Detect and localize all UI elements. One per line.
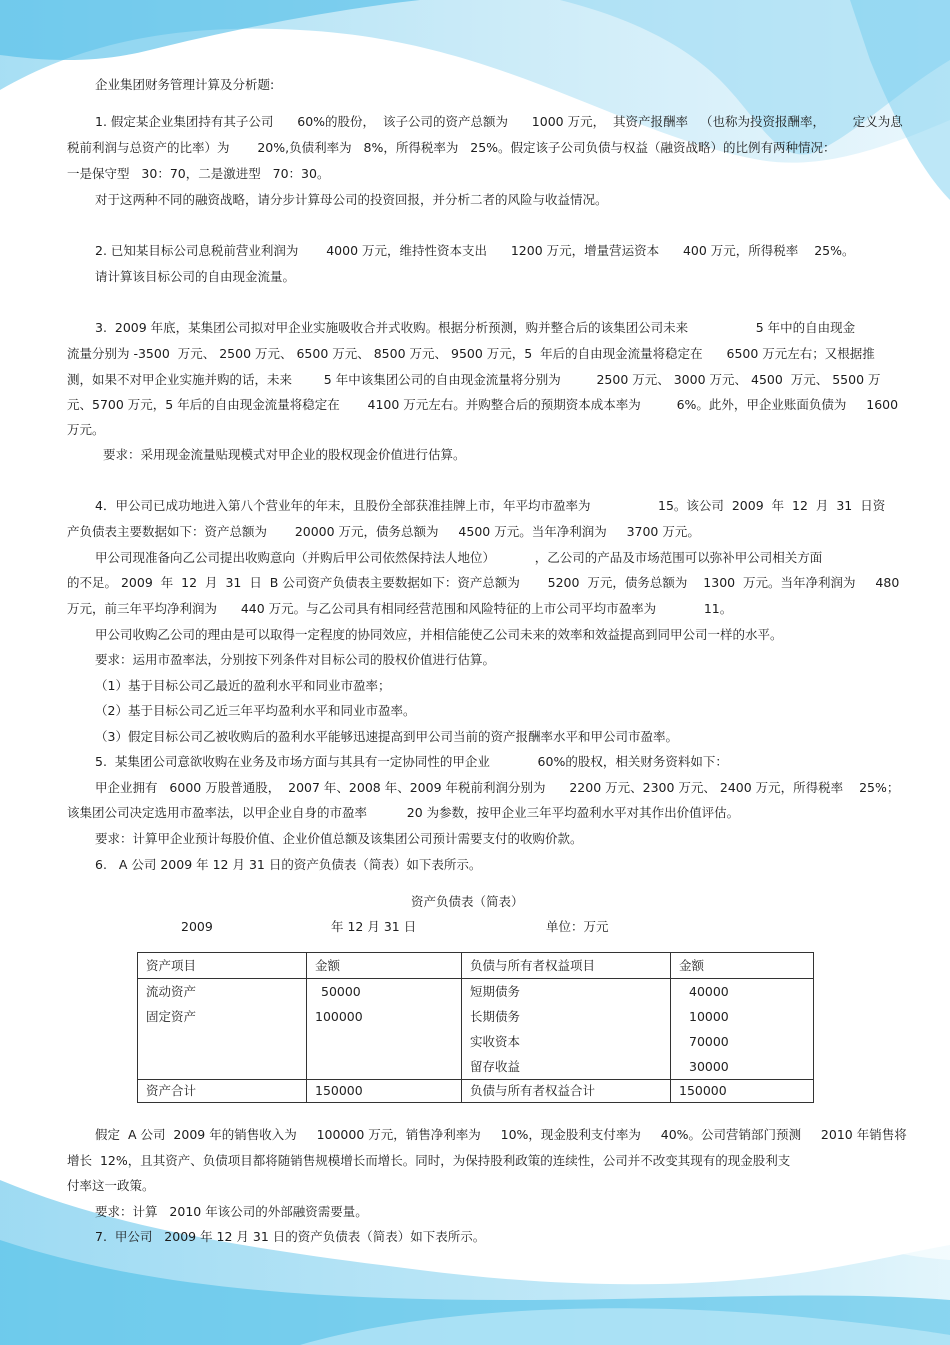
total-assets-label: 资产合计 [138, 1080, 307, 1103]
liability-items-cell [462, 979, 671, 1080]
liability-long-term-amount: 10000 [689, 1009, 729, 1024]
q4-line-2: 产负债表主要数据如下：资产总额为 20000 万元，债务总额为 4500 万元。当年净利润为 3700 万元。 [67, 524, 700, 539]
q3-line-1: 3. 2009 年底，某集团公司拟对甲企业实施吸收合并式收购。根据分析预测，购并整合后的该集团公司未来 5 年中的自由现金 [95, 320, 856, 335]
equity-retained: 留存收益 [470, 1059, 521, 1074]
q2-line-2: 请计算该目标公司的自由现金流量。 [95, 269, 296, 284]
q4-line-9: （2）基于目标公司乙近三年平均盈利水平和同业市盈率。 [95, 703, 416, 718]
asset-current-amount: 50000 [321, 984, 361, 999]
header-asset-amount: 金额 [307, 953, 462, 979]
q1-line-2: 税前利润与总资产的比率）为 20%,负债利率为 8%，所得税率为 25%。假定该子公司负债与权益（融资战略）的比例有两种情况： [67, 140, 836, 155]
q4-line-5: 万元，前三年平均净利润为 440 万元。与乙公司具有相同经营范围和风险特征的上市公司平均市盈率为 11。 [67, 601, 733, 616]
q3-line-5: 万元。 [67, 422, 105, 437]
q5-line-2: 甲企业拥有 6000 万股普通股， 2007 年、2008 年、2009 年税前利润分别为 2200 万元、2300 万元、 2400 万元，所得税率 25%； [95, 780, 900, 795]
table-unit: 单位：万元 [546, 919, 609, 934]
balance-sheet-table [137, 952, 814, 1103]
q6-line-3: 增长 12%，且其资产、负债项目都将随销售规模增长而增长。同时，为保持股利政策的连续性，公司并不改变其现有的现金股利支 [67, 1153, 791, 1168]
q3-line-4: 元、5700 万元，5 年后的自由现金流量将稳定在 4100 万元左右。并购整合后的预期资本成本率为 6%。此外，甲企业账面负债为 1600 [67, 397, 899, 412]
q4-line-4: 的不足。 2009 年 12 月 31 日 B 公司资产负债表主要数据如下：资产总额为 5200 万元，债务总额为 1300 万元。当年净利润为 480 [67, 575, 900, 590]
liability-short-term-amount: 40000 [689, 984, 729, 999]
q4-line-6: 甲公司收购乙公司的理由是可以取得一定程度的协同效应，并相信能使乙公司未来的效率和效益提高到同甲公司一样的水平。 [95, 627, 783, 642]
q5-line-1: 5. 某集团公司意欲收购在业务及市场方面与其具有一定协同性的甲企业 60%的股权，相关财务资料如下： [95, 754, 728, 769]
q4-line-8: （1）基于目标公司乙最近的盈利水平和同业市盈率； [95, 678, 391, 693]
table-header-row [138, 953, 814, 979]
asset-items-cell [138, 979, 307, 1080]
q7-line-1: 7. 甲公司 2009 年 12 月 31 日的资产负债表（简表）如下表所示。 [95, 1229, 486, 1244]
equity-retained-amount: 30000 [689, 1059, 729, 1074]
asset-amounts-cell [307, 979, 462, 1080]
header-asset-item: 资产项目 [138, 953, 307, 979]
table-body-row [138, 979, 814, 1080]
table-year: 2009 [181, 919, 213, 934]
q3-line-3: 测，如果不对甲企业实施并购的话，未来 5 年中该集团公司的自由现金流量将分别为 2500 万元、 3000 万元、 4500 万元、 5500 万 [67, 372, 881, 387]
q4-line-3: 甲公司现准备向乙公司提出收购意向（并购后甲公司依然保持法人地位） ，乙公司的产品及市场范围可以弥补甲公司相关方面 [95, 550, 823, 565]
liability-long-term: 长期债务 [470, 1009, 521, 1024]
table-title: 资产负债表（简表） [411, 894, 524, 909]
q2-line-1: 2. 已知某目标公司息税前营业利润为 4000 万元，维持性资本支出 1200 万元，增量营运资本 400 万元，所得税率 25%。 [95, 243, 855, 258]
header-liability-amount: 金额 [671, 953, 814, 979]
total-liabilities-label: 负债与所有者权益合计 [462, 1080, 671, 1103]
asset-fixed-amount: 100000 [315, 1009, 363, 1024]
q1-line-3: 一是保守型 30：70，二是激进型 70：30。 [67, 166, 330, 181]
q6-line-4: 付率这一政策。 [67, 1178, 155, 1193]
header-liability-item: 负债与所有者权益项目 [462, 953, 671, 979]
table-total-row [138, 1080, 814, 1103]
asset-fixed: 固定资产 [146, 1009, 197, 1024]
q4-line-1: 4．甲公司已成功地进入第八个营业年的年末，且股份全部获准挂牌上市，年平均市盈率为 15。该公司 2009 年 12 月 31 日资 [95, 498, 886, 513]
q6-line-2: 假定 A 公司 2009 年的销售收入为 100000 万元，销售净利率为 10%，现金股利支付率为 40%。公司营销部门预测 2010 年销售将 [95, 1127, 907, 1142]
q6-line-1: 6. A 公司 2009 年 12 月 31 日的资产负债表（简表）如下表所示。 [95, 857, 482, 872]
q3-line-6: 要求：采用现金流量贴现模式对甲企业的股权现金价值进行估算。 [103, 447, 466, 462]
q5-line-3: 该集团公司决定选用市盈率法，以甲企业自身的市盈率 20 为参数，按甲企业三年平均盈利水平对其作出价值评估。 [67, 805, 740, 820]
total-assets-amount: 150000 [307, 1080, 462, 1103]
q1-line-1: 1. 假定某企业集团持有其子公司 60%的股份， 该子公司的资产总额为 1000 万元， 其资产报酬率 （也称为投资报酬率， 定义为息 [95, 114, 903, 129]
liability-short-term: 短期债务 [470, 984, 521, 999]
equity-paid-in-amount: 70000 [689, 1034, 729, 1049]
liability-amounts-cell [671, 979, 814, 1080]
asset-current: 流动资产 [146, 984, 197, 999]
table-date: 年 12 月 31 日 [331, 919, 417, 934]
q4-line-7: 要求：运用市盈率法，分别按下列条件对目标公司的股权价值进行估算。 [95, 652, 496, 667]
total-liabilities-amount: 150000 [671, 1080, 814, 1103]
document-title: 企业集团财务管理计算及分析题: [95, 77, 275, 92]
q3-line-2: 流量分别为 -3500 万元、 2500 万元、 6500 万元、 8500 万元、 9500 万元，5 年后的自由现金流量将稳定在 6500 万元左右；又根据推 [67, 346, 875, 361]
q1-line-4: 对于这两种不同的融资战略，请分步计算母公司的投资回报，并分析二者的风险与收益情况。 [95, 192, 608, 207]
q6-line-5: 要求：计算 2010 年该公司的外部融资需要量。 [95, 1204, 368, 1219]
q4-line-10: （3）假定目标公司乙被收购后的盈利水平能够迅速提高到甲公司当前的资产报酬率水平和甲公司市盈率。 [95, 729, 678, 744]
q5-line-4: 要求：计算甲企业预计每股价值、企业价值总额及该集团公司预计需要支付的收购价款。 [95, 831, 583, 846]
equity-paid-in: 实收资本 [470, 1034, 521, 1049]
